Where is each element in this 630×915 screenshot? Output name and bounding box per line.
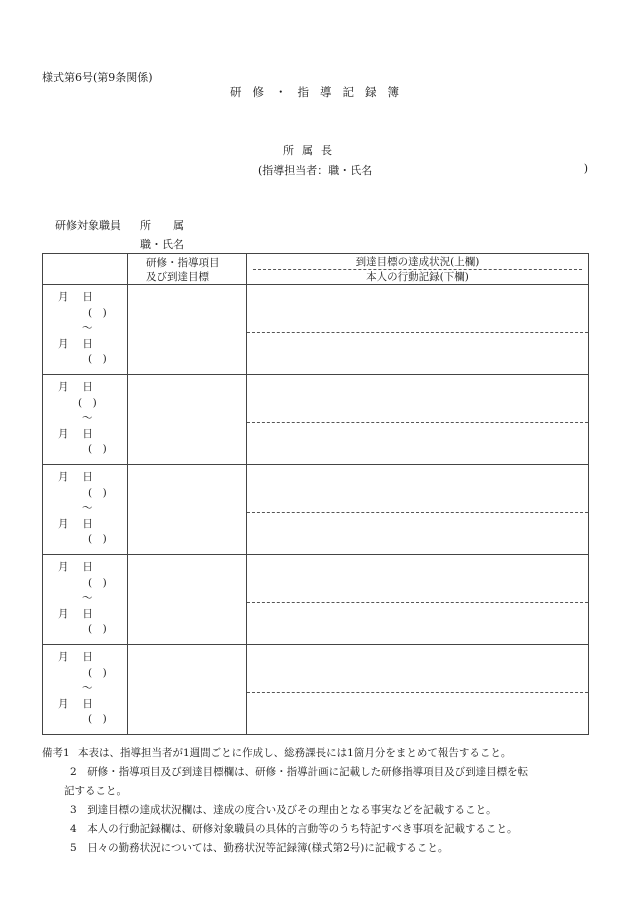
status-record-cell[interactable] [247, 645, 589, 735]
page-title: 研修・指導記録簿 [230, 85, 410, 99]
record-table [42, 253, 589, 735]
dashed-divider [247, 422, 588, 423]
training-item-cell[interactable] [128, 375, 247, 465]
status-record-cell[interactable] [247, 285, 589, 375]
note-text: 研修・指導項目及び到達目標欄は、研修・指導計画に記載した研修指導項目及び到達目標を転 [87, 766, 529, 778]
status-record-cell[interactable] [247, 465, 589, 555]
status-record-cell[interactable] [247, 375, 589, 465]
note-item-continued [42, 782, 592, 801]
period-start-weekday: ( ) [78, 396, 97, 409]
note-item [42, 763, 592, 782]
note-item [42, 744, 592, 763]
note-number: 3 [70, 804, 77, 816]
period-cell[interactable] [43, 555, 128, 645]
header-status-top: 到達目標の達成状況(上欄) [253, 255, 582, 270]
period-end-date: 月 日 [58, 697, 93, 710]
table-row [43, 645, 589, 735]
period-end-weekday: ( ) [88, 353, 107, 365]
period-start-date: 月 日 [58, 471, 93, 483]
note-item [42, 839, 592, 858]
period-tilde: 〜 [82, 502, 93, 514]
note-item [42, 820, 592, 839]
period-cell[interactable] [43, 465, 128, 555]
training-item-cell[interactable] [128, 555, 247, 645]
period-start-weekday: ( ) [88, 576, 107, 589]
note-text: 日々の勤務状況については、勤務状況等記録簿(様式第2号)に記載すること。 [87, 842, 449, 854]
dashed-divider [247, 602, 588, 603]
training-item-cell[interactable] [128, 285, 247, 375]
period-end-weekday: ( ) [88, 443, 107, 455]
period-start-date: 月 日 [58, 561, 93, 573]
period-start-weekday: ( ) [88, 306, 107, 319]
table-header-row [43, 254, 589, 285]
training-item-cell[interactable] [128, 465, 247, 555]
name-label: 職・氏名 [140, 238, 184, 251]
dashed-divider [247, 332, 588, 333]
period-tilde: 〜 [82, 682, 93, 694]
note-text: 到達目標の達成状況欄は、達成の度合い及びその理由となる事実などを記載すること。 [87, 804, 497, 816]
header-status-bottom: 本人の行動記録(下欄) [366, 271, 469, 283]
period-start-date: 月 日 [58, 651, 93, 663]
table-row [43, 375, 589, 465]
head-label: 所属長 [283, 144, 340, 157]
header-item-line1: 研修・指導項目 [146, 257, 220, 269]
note-text: 記すること。 [64, 785, 127, 797]
supervisor-label: (指導担当者：職・氏名 [258, 164, 373, 177]
notes-section [42, 744, 592, 858]
supervisor-line [258, 162, 588, 178]
period-end-date: 月 日 [58, 427, 93, 440]
note-text: 本表は、指導担当者が1週間ごとに作成し、総務課長には1箇月分をまとめて報告すること。 [78, 747, 512, 759]
training-item-cell[interactable] [128, 645, 247, 735]
note-text: 本人の行動記録欄は、研修対象職員の具体的言動等のうち特記すべき事項を記載すること。 [87, 823, 518, 835]
table-row [43, 285, 589, 375]
period-cell[interactable] [43, 285, 128, 375]
period-tilde: 〜 [82, 322, 93, 334]
period-start-weekday: ( ) [88, 486, 107, 499]
notes-lead: 備考1 [42, 747, 70, 759]
period-start-date: 月 日 [58, 291, 93, 303]
note-number: 2 [70, 766, 77, 778]
period-end-date: 月 日 [58, 607, 93, 620]
period-tilde: 〜 [82, 412, 93, 424]
dashed-divider [247, 692, 588, 693]
table-row [43, 555, 589, 645]
period-cell[interactable] [43, 645, 128, 735]
period-end-date: 月 日 [58, 337, 93, 350]
trainee-label: 研修対象職員 [55, 219, 121, 232]
department-label: 所 属 [140, 219, 184, 232]
period-end-weekday: ( ) [88, 713, 107, 725]
period-tilde: 〜 [82, 592, 93, 604]
note-number: 5 [70, 842, 77, 854]
period-end-weekday: ( ) [88, 533, 107, 545]
status-record-cell[interactable] [247, 555, 589, 645]
table-row [43, 465, 589, 555]
header-period-cell [43, 254, 128, 285]
supervisor-close-paren: ) [583, 162, 588, 175]
note-number: 4 [70, 823, 77, 835]
period-start-date: 月 日 [58, 381, 93, 393]
note-item [42, 801, 592, 820]
period-end-weekday: ( ) [88, 623, 107, 635]
form-number: 様式第6号(第9条関係) [42, 71, 153, 84]
header-item-line2: 及び到達目標 [146, 271, 209, 283]
period-end-date: 月 日 [58, 517, 93, 530]
header-item-cell [128, 254, 247, 285]
period-start-weekday: ( ) [88, 666, 107, 679]
dashed-divider [247, 512, 588, 513]
header-status-cell [247, 254, 589, 285]
period-cell[interactable] [43, 375, 128, 465]
